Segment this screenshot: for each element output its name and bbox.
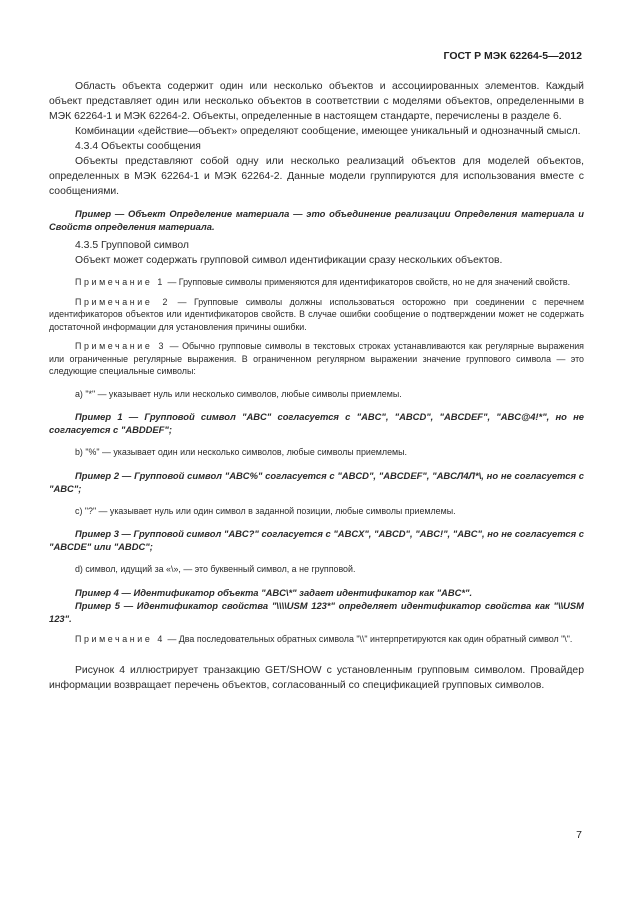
note-4-text: — Два последовательных обратных символа "\\" интерпретируются как один обратный символ "\". (164, 633, 573, 644)
example-4: Пример 4 — Идентификатор объекта "ABC\*" задает идентификатор как "ABC*". (75, 586, 473, 598)
note-2-text: — Групповые символы должны использоваться осторожно при соединении с перечнем идентификаторов объектов или идентификаторов свойств. В случае ошибки сообщение о подтверждении может не содержать достаточной информации для установления причины ошибки. (49, 296, 584, 332)
page-content (49, 79, 584, 693)
heading-4-3-5: 4.3.5 Групповой символ (75, 240, 189, 251)
note-1 (49, 276, 584, 289)
standard-header: ГОСТ Р МЭК 62264-5—2012 (443, 50, 582, 62)
list-item-d: d) символ, идущий за «\», — это буквенный символ, а не групповой. (75, 564, 356, 574)
example-2: Пример 2 — Групповой символ "ABC%" согласуется с "ABCD", "ABCDEF", "ABCЛ4Л*\, но не согласуется с "ABC"; (49, 469, 584, 494)
paragraph-object-area: Область объекта содержит один или несколько объектов и ассоциированных элементов. Каждый объект представляет один или несколько объектов в соответствии с моделями объектов, определенными в МЭК 62264-1 и МЭК 62264-2. Объекты, определенные в настоящем стандарте, перечислены в разделе 6. (49, 81, 584, 122)
note-1-text: — Групповые символы применяются для идентификаторов свойств, но не для значений свойств. (164, 277, 571, 287)
note-4 (49, 633, 584, 646)
example-5: Пример 5 — Идентификатор свойства "\\\\USM 123*" определяет идентификатор свойства как "\\USM 123". (49, 599, 584, 624)
paragraph-message-objects: Объекты представляют собой одну или несколько реализаций объектов для моделей объектов, определенных в МЭК 62264-1 и МЭК 62264-2. Данные модели группируются для использования вместе с сообщениями. (49, 156, 584, 197)
note-3-text: — Обычно групповые символы в текстовых строках устанавливаются как регулярные выражения или ограниченные регулярные выражения. В ограниченном регулярном выражении значение группового символа — это следующие специальные символы: (49, 341, 584, 376)
page-number: 7 (576, 829, 582, 841)
note-3-label: Примечание 3 (75, 341, 167, 351)
paragraph-figure-4: Рисунок 4 иллюстрирует транзакцию GET/SHOW с установленным групповым символом. Провайдер информации возвращает перечень объектов, согласованный со спецификацией групповых символов. (49, 665, 584, 691)
list-item-c: c) "?" — указывает нуль или один символ в заданной позиции, любые символы приемлемы. (75, 505, 456, 516)
example-material-definition: Пример — Объект Определение материала — это объединение реализации Определения материала и Свойств определения материала. (49, 208, 584, 232)
example-1: Пример 1 — Групповой символ "ABC" согласуется с "ABC", "ABCD", "ABCDEF", "ABC@4!*", но не согласуется с "ABDDEF"; (49, 411, 584, 435)
note-1-label: Примечание 1 (75, 277, 165, 287)
heading-4-3-4: 4.3.4 Объекты сообщения (75, 141, 201, 152)
note-4-label: Примечание 4 (75, 633, 165, 644)
list-item-b: b) "%" — указывает один или несколько символов, любые символы приемлемы. (75, 447, 407, 457)
list-item-a: a) "*" — указывает нуль или несколько символов, любые символы приемлемы. (75, 388, 402, 399)
paragraph-wildcard-intro: Объект может содержать групповой символ идентификации сразу нескольких объектов. (75, 255, 503, 266)
note-2-label: Примечание 2 (75, 296, 171, 307)
paragraph-action-object: Комбинации «действие—объект» определяют сообщение, имеющее уникальный и однозначный смысл. (75, 126, 581, 137)
note-2 (49, 296, 584, 334)
example-3: Пример 3 — Групповой символ "ABC?" согласуется с "ABCX", "ABCD", "ABC!", "ABC", но не согласуется с "ABCDE" или "ABDC"; (49, 528, 584, 552)
note-3 (49, 340, 584, 378)
